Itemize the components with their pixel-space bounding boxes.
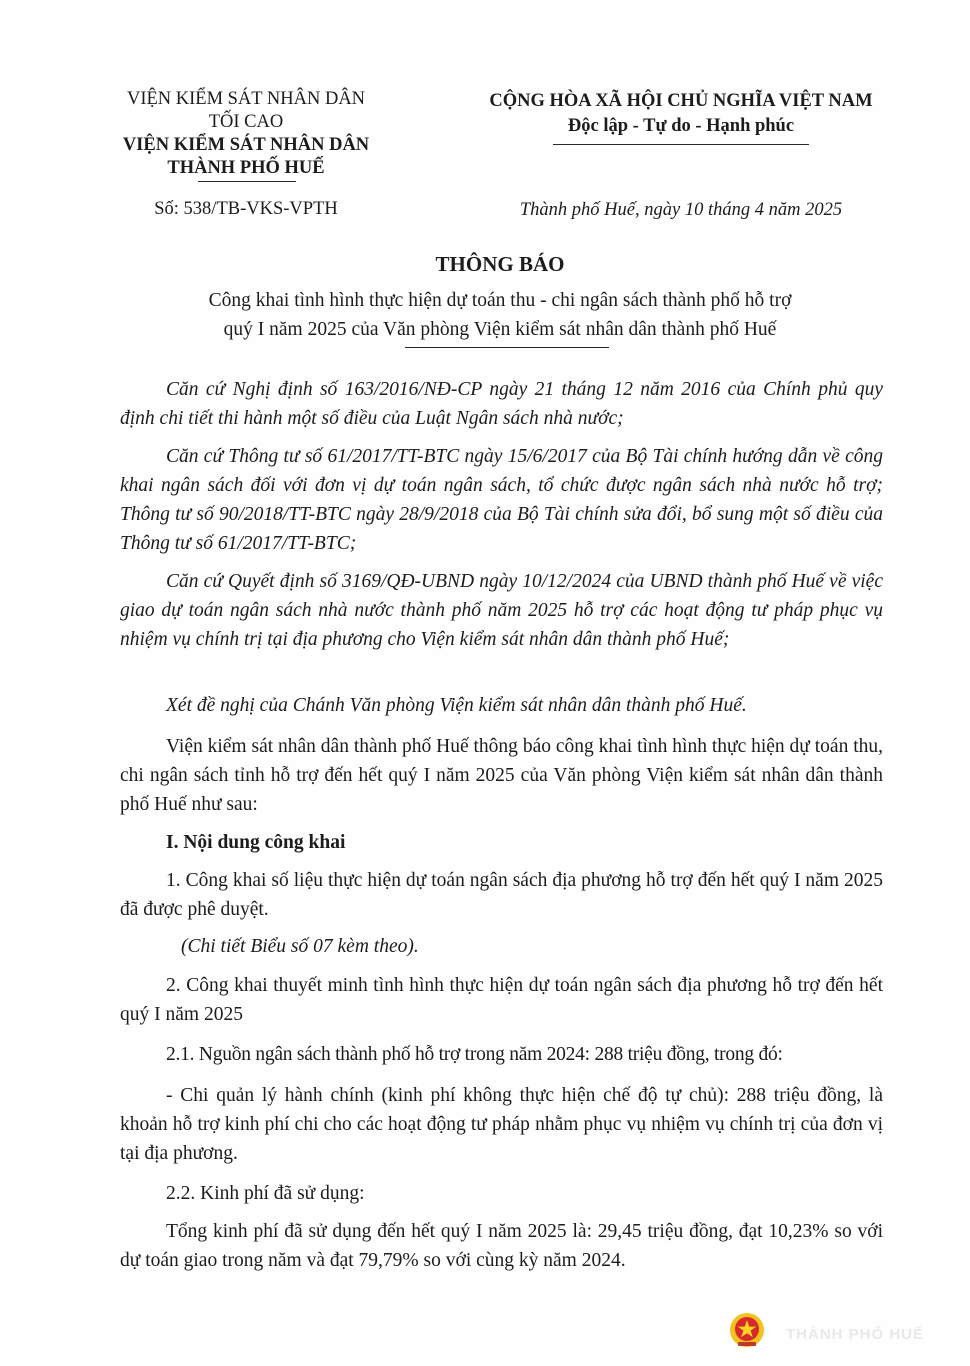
item-2-2: 2.2. Kinh phí đã sử dụng: xyxy=(166,1183,365,1204)
item-2: 2. Công khai thuyết minh tình hình thực hiện dự toán ngân sách địa phương hỗ trợ đến hết quý I năm 2025 xyxy=(120,975,883,1025)
watermark-text: THÀNH PHỐ HUẾ xyxy=(786,1326,925,1343)
section-heading-1: I. Nội dung công khai xyxy=(166,832,346,853)
document-subject-line-2: quý I năm 2025 của Văn phòng Viện kiểm sát nhân dân thành phố Huế xyxy=(223,319,777,340)
subject-underline xyxy=(405,347,609,348)
basis-paragraph-2: Căn cứ Thông tư số 61/2017/TT-BTC ngày 15/6/2017 của Bộ Tài chính hướng dẫn về công khai ngân sách đối với đơn vị dự toán ngân sách, tổ chức được ngân sách nhà nước hỗ trợ; Thông tư số 90/2018/TT-BTC ngày 28/9/2018 của Bộ Tài chính sửa đổi, bổ sung một số điều của Thông tư số 61/2017/TT-BTC; xyxy=(120,446,883,554)
agency-name-line-2: THÀNH PHỐ HUẾ xyxy=(167,158,325,178)
item-1: 1. Công khai số liệu thực hiện dự toán ngân sách địa phương hỗ trợ đến hết quý I năm 2025 đã được phê duyệt. xyxy=(120,870,883,920)
item-1-note: (Chi tiết Biểu số 07 kèm theo). xyxy=(181,936,419,957)
agency-parent-line-1: VIỆN KIỂM SÁT NHÂN DÂN xyxy=(126,89,366,109)
basis-paragraph-4: Xét đề nghị của Chánh Văn phòng Viện kiểm sát nhân dân thành phố Huế. xyxy=(166,695,747,716)
basis-paragraph-1: Căn cứ Nghị định số 163/2016/NĐ-CP ngày 21 tháng 12 năm 2016 của Chính phủ quy định chi tiết thi hành một số điều của Luật Ngân sách nhà nước; xyxy=(120,379,883,429)
state-emblem-icon xyxy=(727,1310,767,1350)
basis-paragraph-3: Căn cứ Quyết định số 3169/QĐ-UBND ngày 10/12/2024 của UBND thành phố Huế về việc giao dự toán ngân sách nhà nước thành phố năm 2025 hỗ trợ các hoạt động tư pháp phục vụ nhiệm vụ chính trị tại địa phương cho Viện kiểm sát nhân dân thành phố Huế; xyxy=(120,571,883,650)
item-2-1-detail: - Chi quản lý hành chính (kinh phí không thực hiện chế độ tự chủ): 288 triệu đồng, là khoản hỗ trợ kinh phí chi cho các hoạt động tư pháp nhằm phục vụ nhiệm vụ chính trị của đơn vị tại địa phương. xyxy=(120,1085,883,1164)
agency-parent-line-2: TỐI CAO xyxy=(208,112,284,132)
document-number: Số: 538/TB-VKS-VPTH xyxy=(154,199,338,219)
agency-block xyxy=(100,88,392,180)
document-subject-line-1: Công khai tình hình thực hiện dự toán thu - chi ngân sách thành phố hỗ trợ xyxy=(208,290,792,311)
motto-underline xyxy=(553,144,809,145)
item-2-2-detail: Tổng kinh phí đã sử dụng đến hết quý I năm 2025 là: 29,45 triệu đồng, đạt 10,23% so với dự toán giao trong năm và đạt 79,79% so với cùng kỳ năm 2024. xyxy=(120,1221,883,1271)
document-type: THÔNG BÁO xyxy=(435,252,565,276)
agency-name-line-1: VIỆN KIỂM SÁT NHÂN DÂN xyxy=(122,135,370,155)
intro-paragraph: Viện kiểm sát nhân dân thành phố Huế thông báo công khai tình hình thực hiện dự toán thu, chi ngân sách tỉnh hỗ trợ đến hết quý I năm 2025 của Văn phòng Viện kiểm sát nhân dân thành phố Huế như sau: xyxy=(120,736,883,815)
item-2-1: 2.1. Nguồn ngân sách thành phố hỗ trợ trong năm 2024: 288 triệu đồng, trong đó: xyxy=(166,1044,783,1065)
nation-motto: Độc lập - Tự do - Hạnh phúc xyxy=(567,116,795,136)
agency-underline xyxy=(198,181,296,182)
place-date: Thành phố Huế, ngày 10 tháng 4 năm 2025 xyxy=(519,200,843,220)
nation-title: CỘNG HÒA XÃ HỘI CHỦ NGHĨA VIỆT NAM xyxy=(489,91,873,111)
